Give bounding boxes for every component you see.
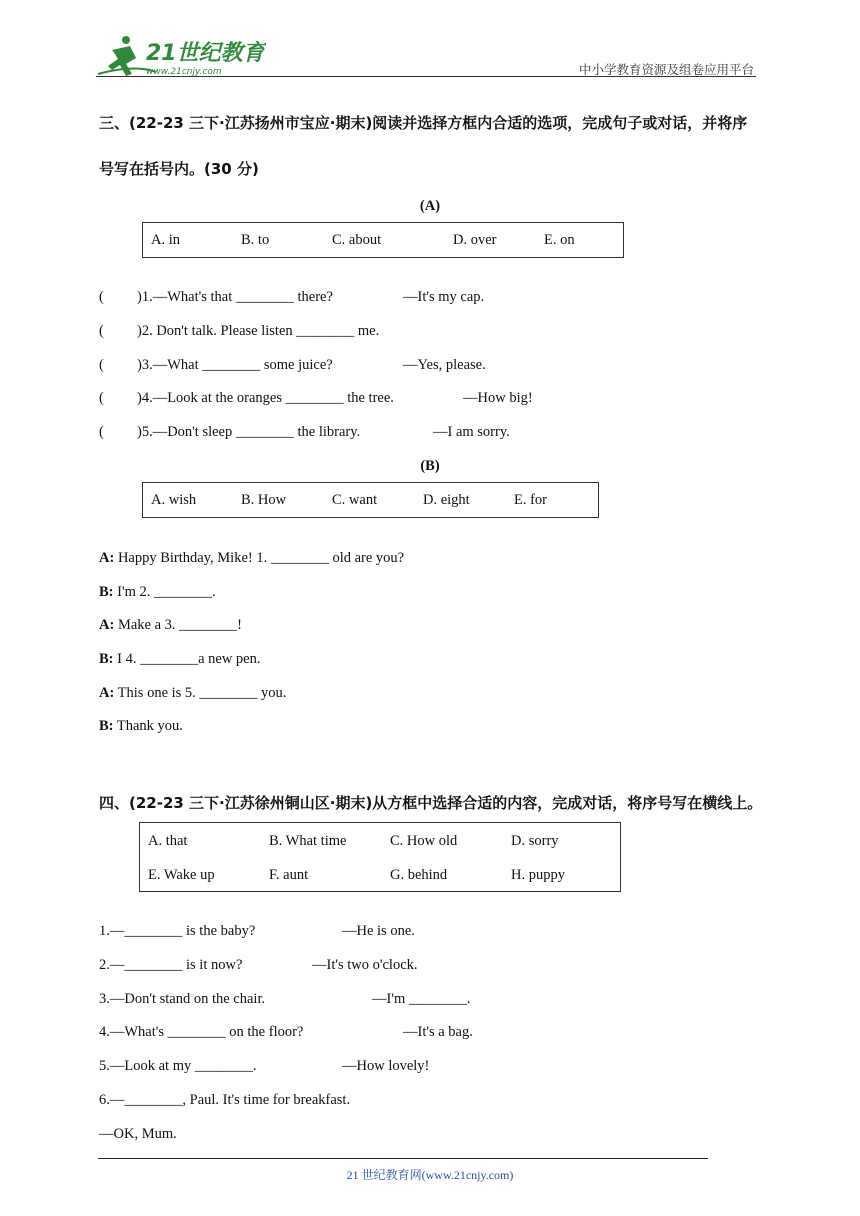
section4-option: E. Wake up bbox=[148, 867, 215, 883]
section3-heading-line1: 三、(22-23 三下·江苏扬州市宝应·期末)阅读并选择方框内合适的选项，完成句子或对话，并将序 bbox=[99, 114, 748, 132]
section4-option: C. How old bbox=[390, 833, 458, 849]
speaker-label: B: bbox=[99, 718, 114, 734]
question-reply: —How lovely! bbox=[342, 1058, 430, 1074]
answer-paren: ( bbox=[99, 390, 104, 406]
answer-paren: ( bbox=[99, 289, 104, 305]
question-reply: —It's my cap. bbox=[403, 289, 485, 305]
question-text: )3.—What ________ some juice? bbox=[137, 357, 333, 373]
dialogue-line bbox=[99, 617, 242, 634]
section4-option: F. aunt bbox=[269, 867, 309, 883]
dialogue-line bbox=[99, 718, 183, 735]
question-text: 1.—________ is the baby? bbox=[99, 923, 256, 939]
dialogue-text: I 4. ________a new pen. bbox=[113, 651, 261, 667]
section4-option: H. puppy bbox=[511, 867, 565, 883]
dialogue-line bbox=[99, 584, 216, 601]
dialogue-text: Thank you. bbox=[113, 718, 183, 734]
part-b-option: C. want bbox=[332, 492, 378, 508]
logo-url: www.21cnjy.com bbox=[146, 67, 222, 77]
part-a-option: D. over bbox=[453, 232, 497, 248]
section4-option: D. sorry bbox=[511, 833, 559, 849]
section4-option: B. What time bbox=[269, 833, 347, 849]
answer-paren: ( bbox=[99, 357, 104, 373]
part-a-label: (A) bbox=[419, 198, 441, 214]
question-text: 2.—________ is it now? bbox=[99, 957, 243, 973]
question-reply: —How big! bbox=[463, 390, 533, 406]
part-b-option: B. How bbox=[241, 492, 287, 508]
question-text: 6.—________, Paul. It's time for breakfast. bbox=[99, 1092, 351, 1108]
dialogue-line bbox=[99, 651, 260, 668]
answer-paren: ( bbox=[99, 323, 104, 339]
dialogue-text: Make a 3. ________! bbox=[114, 617, 242, 633]
part-a-option: B. to bbox=[241, 232, 270, 248]
question-reply: —I'm ________. bbox=[372, 991, 471, 1007]
part-b-option: D. eight bbox=[423, 492, 470, 508]
speaker-label: A: bbox=[99, 617, 115, 633]
dialogue-text: This one is 5. ________ you. bbox=[114, 685, 287, 701]
question-text: )1.—What's that ________ there? bbox=[137, 289, 333, 305]
speaker-label: A: bbox=[99, 685, 115, 701]
part-b-label: (B) bbox=[420, 458, 440, 474]
section3-heading-line2: 号写在括号内。(30 分) bbox=[99, 160, 259, 178]
question-reply: —I am sorry. bbox=[433, 424, 510, 440]
part-b-option: E. for bbox=[514, 492, 548, 508]
question-reply: —It's two o'clock. bbox=[312, 957, 418, 973]
question-text: )2. Don't talk. Please listen ________ me. bbox=[137, 323, 380, 339]
site-logo bbox=[96, 34, 266, 80]
question-reply: —He is one. bbox=[342, 923, 415, 939]
question-reply: —It's a bag. bbox=[403, 1024, 473, 1040]
footer-divider bbox=[98, 1158, 708, 1159]
question-text: 4.—What's ________ on the floor? bbox=[99, 1024, 304, 1040]
footer-text: 21 世纪教育网(www.21cnjy.com) bbox=[346, 1168, 514, 1182]
part-a-option: E. on bbox=[544, 232, 575, 248]
question-last-line: —OK, Mum. bbox=[99, 1126, 177, 1142]
speaker-label: B: bbox=[99, 584, 114, 600]
question-reply: —Yes, please. bbox=[403, 357, 486, 373]
header-platform-text: 中小学教育资源及组卷应用平台 bbox=[578, 62, 754, 77]
question-text: 3.—Don't stand on the chair. bbox=[99, 991, 266, 1007]
header-divider bbox=[96, 76, 756, 77]
dialogue-line bbox=[99, 550, 404, 567]
section4-heading: 四、(22-23 三下·江苏徐州铜山区·期末)从方框中选择合适的内容，完成对话，将序号写在横线上。 bbox=[99, 794, 763, 812]
part-b-option: A. wish bbox=[151, 492, 197, 508]
part-a-option: A. in bbox=[151, 232, 180, 248]
logo-text: 21世纪教育 bbox=[146, 41, 265, 66]
part-a-option-box bbox=[142, 222, 624, 258]
part-b-option-box bbox=[142, 482, 599, 518]
dialogue-text: I'm 2. ________. bbox=[113, 584, 216, 600]
section4-option: A. that bbox=[148, 833, 188, 849]
speaker-label: B: bbox=[99, 651, 114, 667]
dialogue-text: Happy Birthday, Mike! 1. ________ old are you? bbox=[114, 550, 405, 566]
answer-paren: ( bbox=[99, 424, 104, 440]
section4-option: G. behind bbox=[390, 867, 448, 883]
question-text: )4.—Look at the oranges ________ the tree. bbox=[137, 390, 394, 406]
question-text: 5.—Look at my ________. bbox=[99, 1058, 257, 1074]
part-a-option: C. about bbox=[332, 232, 382, 248]
section4-option-box bbox=[139, 822, 621, 892]
question-text: )5.—Don't sleep ________ the library. bbox=[137, 424, 361, 440]
dialogue-line bbox=[99, 685, 286, 702]
speaker-label: A: bbox=[99, 550, 115, 566]
